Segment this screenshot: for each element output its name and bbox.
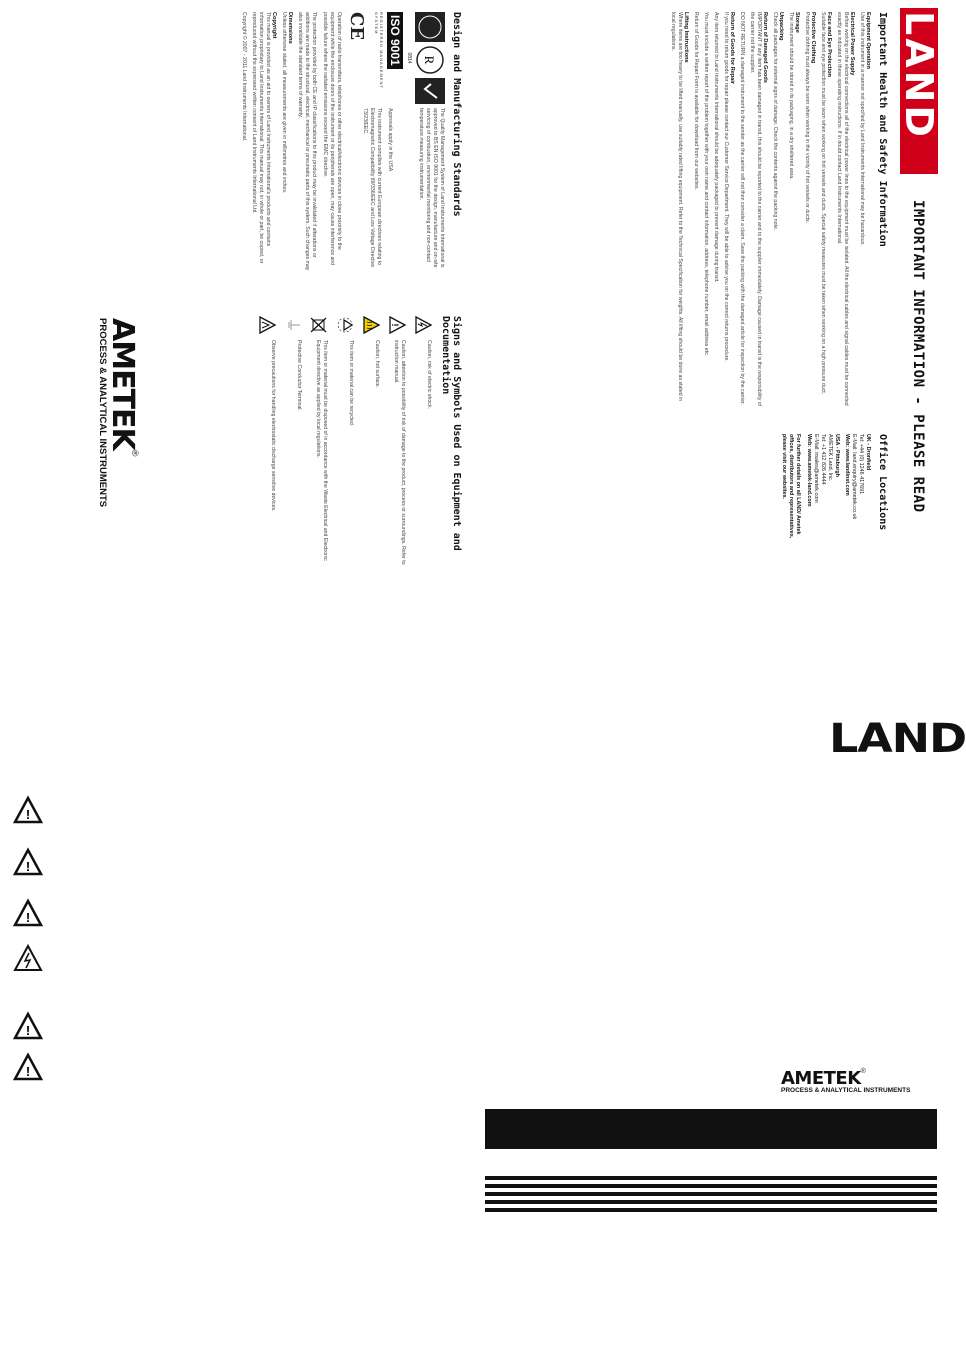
- design-panel: Design and Manufacturing Standards R 0814 ISO 9001 REGISTERED MANAGEMENT SYSTEM CE The Quality Management System of Land Instruments International is approved to BS EN ISO 9001 for the design, manufacture and on-site servicing of combustion, environmental monitoring and non-contact temperature measuring instrumentation. Approvals apply in the USA This instrument complies with current European directives relating to Electromagnetic Compatibility 89/336/EEC and Low Voltage Directive 73/23/EEC. Operation of radio transmitters, telephones or other electrical/electronic devices in close proximity to the equipment while the enclosure doors of the instrument or its peripherals are open, may cause interference and possible failure where the radiated emissions exceed the EMC directive. The protection provided by both CE and IP classifications to this product may be invalidated if alterations or additions are made to the structural, electrical, mechanical or pneumatic parts of this system. Such changes may also invalidate the standard terms of warranty. Dimensions Unless otherwise stated, all measurements are given in millimetres and inches. Copyright This manual is provided as an aid to owners of Land Instruments International's products and contains information proprietary to Land Instruments International. This manual may not, in whole or part, be copied, or reproduced without the expressed written consent of Land Instruments International Ltd. Copyright © 2007 - 2011 Land Instruments International.: [241, 12, 462, 271]
- health-paragraph: If you need to return goods for repair please contact our Customer Service Department. They will be able to advise you on the correct returns procedure.: [723, 12, 729, 362]
- svg-text:!: !: [25, 910, 31, 925]
- recycle-icon: [336, 316, 354, 334]
- health-safety-panel: [666, 12, 888, 412]
- sign-row: [362, 316, 380, 576]
- stripe: [485, 1200, 937, 1204]
- sign-description: Caution, attention to possibility of risk of damage to the product, process or surroundings. Refer to instruction manual.: [393, 340, 406, 565]
- office-title: Office Locations: [877, 434, 888, 531]
- svg-text:!: !: [25, 1064, 31, 1079]
- health-paragraph: IMPORTANT If any item has been damaged in transit, this should be reported to the carrier and to the supplier immediately. Damage caused in transit is the responsibility of the carrier not the supplier.: [749, 12, 762, 407]
- sign-description: Protective Conductor Terminal.: [296, 340, 302, 411]
- signs-title: Signs and Symbols Used on Equipment and Documentation: [440, 316, 462, 551]
- health-paragraph: Protective clothing must always be worn when working in the vicinity of hot vessels or ducts.: [804, 12, 810, 224]
- sign-description: Caution, risk of electric shock.: [426, 340, 432, 409]
- ukas-crown-icon: [415, 12, 445, 42]
- iso-9001-badge: ISO 9001: [387, 12, 403, 104]
- health-paragraph: Where items are too heavy to be lifted manually, use suitably rated lifting equipment. Refer to the Technical Specification for weights. All lifting should be done as stated in local regulations.: [670, 12, 683, 402]
- weee-bin-icon: [310, 316, 328, 334]
- health-paragraph: Check all packages for external signs of damage. Check the contents against the packing note.: [772, 12, 778, 231]
- caution-icon: [388, 316, 406, 334]
- electric-shock-icon: [414, 316, 432, 334]
- electric-shock-triangle-icon: [14, 944, 42, 972]
- health-paragraph: You must include a written report of the problem together with your own name and contact information, address, telephone number, email address etc.: [703, 12, 709, 357]
- sign-row: [336, 316, 354, 576]
- sign-description: This item or material must be disposed of in accordance with the Waste Electrical and Electronic Equipment directive as applied by local regulations.: [315, 340, 328, 561]
- warning-triangle-icon: [14, 796, 42, 824]
- protective-earth-icon: [284, 316, 302, 334]
- health-subheading: Unpacking: [778, 12, 784, 41]
- stripe: [485, 1184, 937, 1188]
- health-subheading: Storage: [794, 12, 800, 33]
- hot-surface-icon: [362, 316, 380, 334]
- ce-mark-icon: CE: [346, 12, 367, 41]
- health-subheading: Electrical Power Supply: [849, 12, 855, 76]
- design-title: Design and Manufacturing Standards: [451, 12, 462, 217]
- sign-row: [388, 316, 406, 576]
- ametek-tagline: PROCESS & ANALYTICAL INSTRUMENTS: [781, 1087, 911, 1094]
- office-panel: Office Locations UK - Dronfield Tel: +44 (0) 1246 417691 E-Mail: land.enquiry@ametek.co.uk Web: www.landinst.com USA - Pittsburgh AMETEK Land, Inc. Tel: +1 412 826 4444 E-Mail: irsales@ametek.com Web: www.ametek-land.com For further details on all LAND/ Ametek offices, distributors and representatives, please visit our websites.: [780, 434, 888, 554]
- warning-triangle-icon: [14, 1012, 42, 1040]
- signs-panel: [250, 316, 462, 576]
- warning-triangle-icon: [14, 848, 42, 876]
- sign-description: Caution, hot surface.: [374, 340, 380, 388]
- esd-icon: [258, 316, 276, 334]
- health-subheading: Protective Clothing: [810, 12, 816, 64]
- warning-triangle-icon: [14, 899, 42, 927]
- health-subheading: Equipment Operation: [865, 12, 871, 69]
- health-title: Important Health and Safety Information: [877, 12, 888, 247]
- sign-row: [414, 316, 432, 576]
- stripe: [485, 1176, 937, 1180]
- health-paragraph: The instrument should be stored in its packaging, in a dry sheltered area.: [788, 12, 794, 180]
- warning-triangle-icon: [14, 1053, 42, 1081]
- sign-row: [258, 316, 276, 576]
- stripe: [485, 1208, 937, 1212]
- banner-title: IMPORTANT INFORMATION - PLEASE READ: [910, 200, 926, 513]
- svg-text:!: !: [390, 323, 400, 327]
- ukas-tick-icon: [415, 78, 445, 104]
- svg-text:!: !: [25, 807, 31, 822]
- health-paragraph: Any item returned to Land Instruments International should be adequately packaged to prevent damage during transit.: [713, 12, 719, 283]
- health-subheading: Lifting Instructions: [683, 12, 689, 63]
- sign-row: [284, 316, 302, 576]
- svg-text:!: !: [25, 1023, 31, 1038]
- ametek-logo: AMETEK® PROCESS & ANALYTICAL INSTRUMENTS: [781, 1068, 941, 1094]
- health-subheading: Return of Goods for Repair: [729, 12, 735, 85]
- sign-description: Observe precautions for handling electrostatic discharge sensitive devices.: [270, 340, 276, 512]
- sign-row: [310, 316, 328, 576]
- health-paragraph: Before working on the electrical connections all of the electrical power lines to the equipment must be isolated. All the electrical cables and signal cables must be connected exactly as indicated in these operating instructions. If in doubt contact Land Instruments International.: [836, 12, 849, 406]
- health-subheading: Return of Damaged Goods: [762, 12, 768, 83]
- health-paragraph: DO NOT RETURN a damaged instrument to the sender as the carrier will not then consider a claim. Save the packing with the damaged article for inspection by the carrier.: [739, 12, 745, 405]
- health-subheading: Face and Eye Protection: [826, 12, 832, 77]
- health-paragraph: Return of Goods for Repair Form is available for download from our websites.: [693, 12, 699, 190]
- sign-description: This item or material can be recycled.: [348, 340, 354, 427]
- health-paragraph: Suitable face and eye protection must be worn when working on hot vessels and ducts. Special safety measures must be taken when working on a high pressure duct.: [820, 12, 826, 395]
- svg-text:!: !: [25, 859, 31, 874]
- land-logo: LAND: [829, 716, 966, 762]
- ukas-r-icon: [415, 45, 445, 75]
- land-logo-red: LAND: [900, 8, 938, 174]
- ametek-logo-vertical: AMETEK® PROCESS & ANALYTICAL INSTRUMENTS: [97, 318, 140, 508]
- stripe: [485, 1192, 937, 1196]
- health-paragraph: Use of this instrument in a manner not specified by Land Instruments International may be hazardous.: [859, 12, 865, 246]
- svg-text:R: R: [422, 55, 437, 65]
- black-bar: [485, 1109, 937, 1149]
